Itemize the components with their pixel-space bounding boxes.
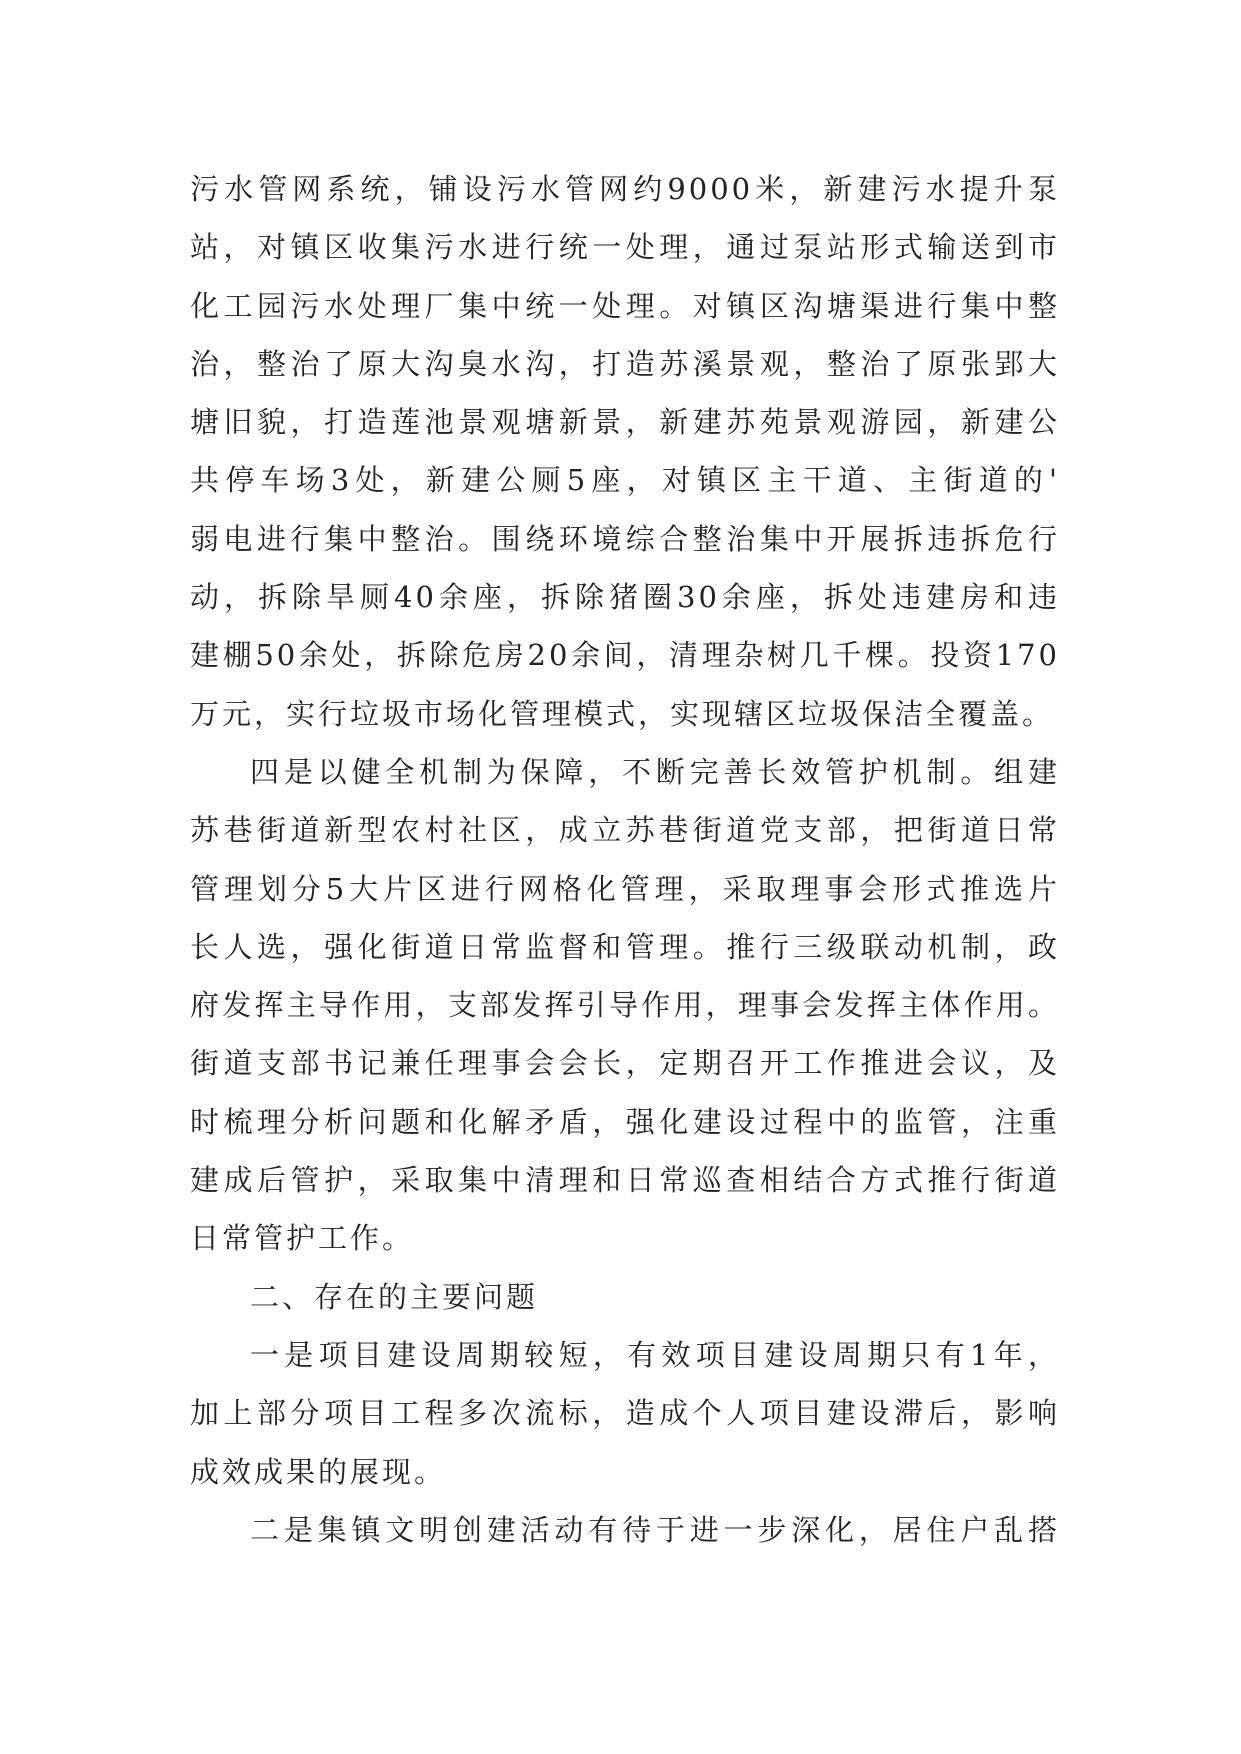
text-line: 街道支部书记兼任理事会会长，定期召开工作推进会议，及 bbox=[190, 1046, 1060, 1081]
text-line: 时梳理分析问题和化解矛盾，强化建设过程中的监管，注重 bbox=[190, 1104, 1060, 1139]
text-line: 弱电进行集中整治。围绕环境综合整治集中开展拆违拆危行 bbox=[190, 521, 1060, 556]
text-line: 站，对镇区收集污水进行统一处理，通过泵站形式输送到市 bbox=[190, 230, 1060, 265]
paragraph-start-line: 二是集镇文明创建活动有待于进一步深化，居住户乱搭 bbox=[250, 1512, 1060, 1547]
text-line: 共停车场3处，新建公厕5座，对镇区主干道、主街道的' bbox=[190, 463, 1060, 498]
text-line: 建成后管护，采取集中清理和日常巡查相结合方式推行街道 bbox=[190, 1163, 1060, 1198]
paragraph-start-line: 四是以健全机制为保障，不断完善长效管护机制。组建 bbox=[250, 754, 1060, 789]
text-line: 成效成果的展现。 bbox=[190, 1454, 447, 1489]
text-line: 府发挥主导作用，支部发挥引导作用，理事会发挥主体作用。 bbox=[190, 988, 1060, 1023]
text-line: 治，整治了原大沟臭水沟，打造苏溪景观，整治了原张郢大 bbox=[190, 346, 1060, 381]
text-line: 动，拆除旱厕40余座，拆除猪圈30余座，拆处违建房和违 bbox=[190, 580, 1060, 615]
text-line: 日常管护工作。 bbox=[190, 1221, 415, 1256]
document-body bbox=[190, 160, 1060, 1559]
text-line: 塘旧貌，打造莲池景观塘新景，新建苏苑景观游园，新建公 bbox=[190, 405, 1060, 440]
text-line: 苏巷街道新型农村社区，成立苏巷街道党支部，把街道日常 bbox=[190, 813, 1060, 848]
text-line: 建棚50余处，拆除危房20余间，清理杂树几千棵。投资170 bbox=[190, 638, 1060, 673]
text-line: 万元，实行垃圾市场化管理模式，实现辖区垃圾保洁全覆盖。 bbox=[190, 696, 1055, 731]
text-line: 污水管网系统，铺设污水管网约9000米，新建污水提升泵 bbox=[190, 172, 1060, 206]
section-heading: 二、存在的主要问题 bbox=[250, 1279, 539, 1314]
paragraph-start-line: 一是项目建设周期较短，有效项目建设周期只有1年， bbox=[250, 1337, 1060, 1372]
text-line: 管理划分5大片区进行网格化管理，采取理事会形式推选片 bbox=[190, 871, 1060, 906]
text-line: 加上部分项目工程多次流标，造成个人项目建设滞后，影响 bbox=[190, 1396, 1060, 1431]
text-line: 化工园污水处理厂集中统一处理。对镇区沟塘渠进行集中整 bbox=[190, 288, 1060, 323]
text-line: 长人选，强化街道日常监督和管理。推行三级联动机制，政 bbox=[190, 929, 1060, 964]
